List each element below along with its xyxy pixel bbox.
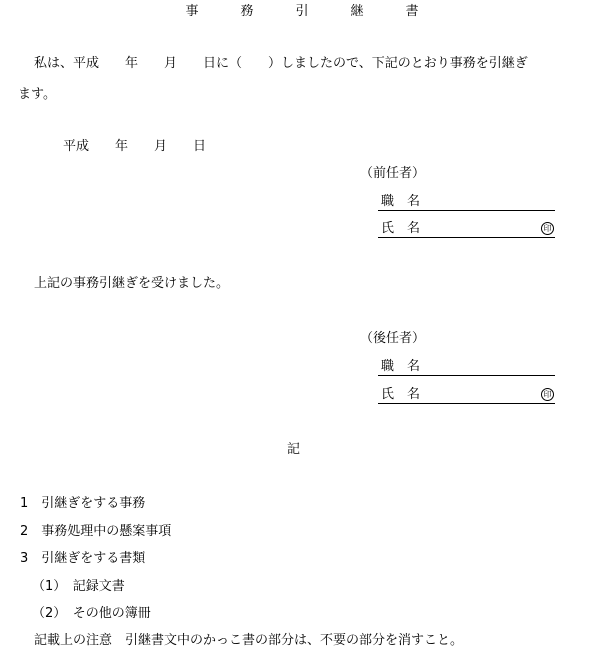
predecessor-name-underline bbox=[378, 237, 555, 238]
successor-name-label: 氏 名 bbox=[381, 387, 421, 402]
successor-job-label: 職 名 bbox=[381, 359, 421, 374]
item-2: 2 事務処理中の懸案事項 bbox=[20, 524, 172, 539]
title-char-2: 務 bbox=[240, 4, 256, 19]
successor-seal: 印 bbox=[541, 388, 554, 401]
successor-seal-icon bbox=[541, 386, 554, 404]
note: 記載上の注意 引継書文中のかっこ書の部分は、不要の部分を消すこと。 bbox=[34, 633, 464, 648]
successor-heading: （後任者） bbox=[360, 331, 426, 346]
date-line: 平成 年 月 日 bbox=[63, 139, 207, 154]
title-char-1: 事 bbox=[185, 4, 201, 19]
predecessor-seal-icon bbox=[541, 220, 554, 238]
title-char-4: 継 bbox=[350, 4, 366, 19]
predecessor-seal: 印 bbox=[541, 222, 554, 235]
intro-line-1: 私は、平成 年 月 日に（ ）しましたので、下記のとおり事務を引継ぎ bbox=[34, 56, 528, 71]
subitem-1: （1） 記録文書 bbox=[32, 579, 125, 594]
ki-heading: 記 bbox=[287, 442, 301, 457]
subitem-2: （2） その他の簿冊 bbox=[32, 606, 151, 621]
predecessor-job-label: 職 名 bbox=[381, 194, 421, 209]
title-char-5: 書 bbox=[405, 4, 421, 19]
successor-name-underline bbox=[378, 403, 555, 404]
title-char-3: 引 bbox=[295, 4, 311, 19]
predecessor-job-underline bbox=[378, 210, 555, 211]
document-title bbox=[0, 3, 606, 21]
predecessor-name-label: 氏 名 bbox=[381, 221, 421, 236]
item-3: 3 引継ぎをする書類 bbox=[20, 551, 146, 566]
successor-job-underline bbox=[378, 375, 555, 376]
intro-line-2: ます。 bbox=[18, 87, 56, 102]
item-1: 1 引継ぎをする事務 bbox=[20, 496, 146, 511]
received-text: 上記の事務引継ぎを受けました。 bbox=[34, 276, 230, 291]
predecessor-heading: （前任者） bbox=[360, 166, 426, 181]
